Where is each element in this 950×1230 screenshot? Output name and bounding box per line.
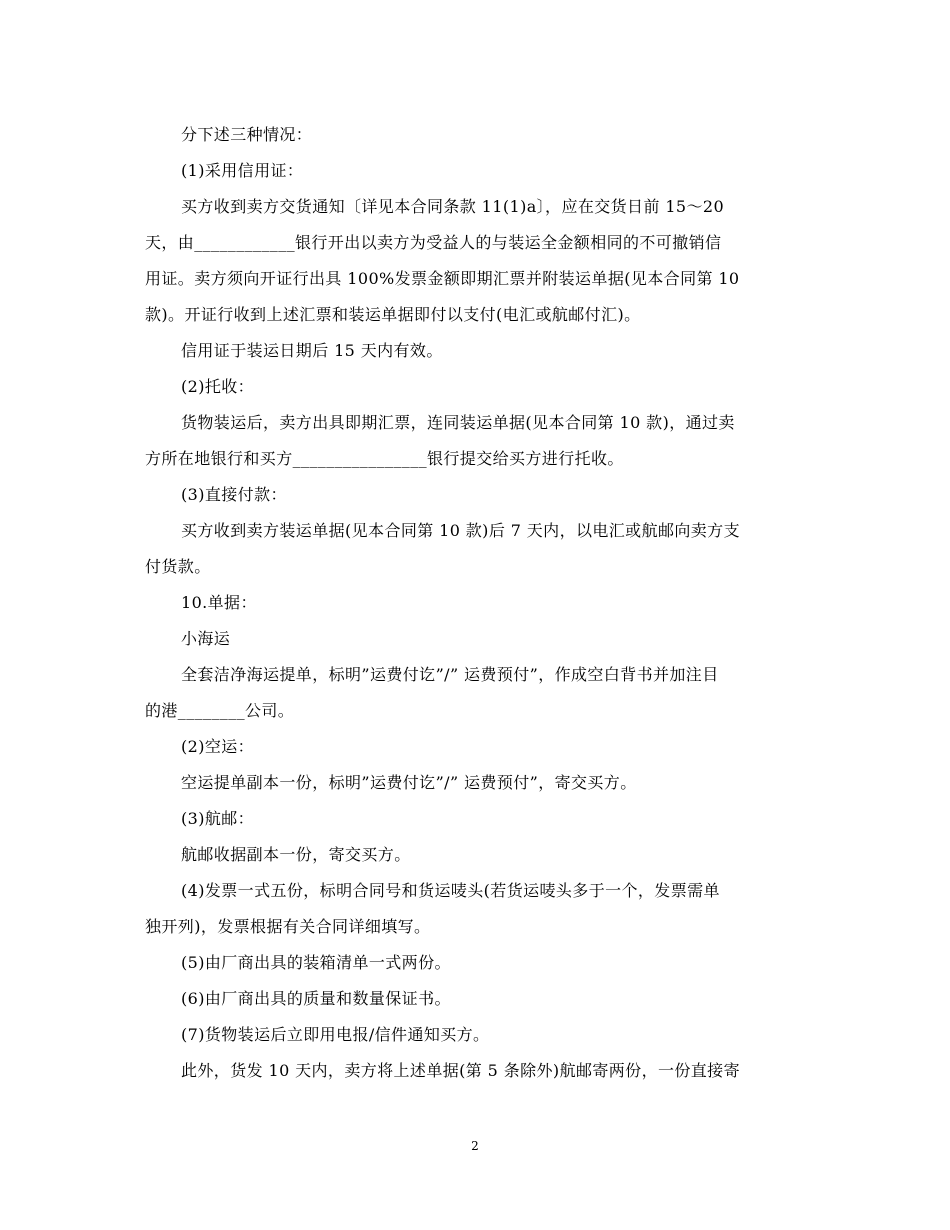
text-line: 小海运 [181, 629, 231, 648]
paragraph-mailing-documents [145, 1053, 805, 1089]
paragraph-credit-validity [145, 333, 805, 369]
paragraph-ocean-body [145, 657, 805, 729]
text-line: (5)由厂商出具的装箱清单一式两份。 [181, 953, 451, 972]
paragraph-invoice [145, 873, 805, 945]
text-line: (2)托收： [181, 377, 255, 396]
text-line: 此外，货发 10 天内，卖方将上述单据(第 5 条除外)航邮寄两份，一份直接寄 [181, 1061, 740, 1080]
paragraph-packing-list [145, 945, 805, 981]
paragraph-letter-of-credit-heading [145, 153, 805, 189]
text-line: 空运提单副本一份，标明”运费付讫”/” 运费预付”，寄交买方。 [181, 773, 637, 792]
text-line: (3)直接付款： [181, 485, 287, 504]
text-line: 航邮收据副本一份，寄交买方。 [181, 845, 411, 864]
text-line: 独开列)，发票根据有关合同详细填写。 [145, 917, 431, 936]
text-line: 买方收到卖方交货通知〔详见本合同条款 11(1)a〕，应在交货日前 15～20 [181, 197, 725, 216]
paragraph-shipment-notice [145, 1017, 805, 1053]
text-line: 分下述三种情况： [181, 125, 313, 144]
paragraph-documents-heading [145, 585, 805, 621]
paragraph-direct-payment-body [145, 513, 805, 585]
document-body [145, 117, 805, 1089]
paragraph-collection-heading [145, 369, 805, 405]
text-line: 天，由____________银行开出以卖方为受益人的与装运全金额相同的不可撤销信 [145, 233, 722, 252]
paragraph-airmail-body [145, 837, 805, 873]
text-line: 付货款。 [145, 557, 211, 576]
paragraph-direct-payment-heading [145, 477, 805, 513]
paragraph-quality-certificate [145, 981, 805, 1017]
text-line: 买方收到卖方装运单据(见本合同第 10 款)后 7 天内，以电汇或航邮向卖方支 [181, 521, 740, 540]
text-line: 方所在地银行和买方________________银行提交给买方进行托收。 [145, 449, 624, 468]
text-line: 的港________公司。 [145, 701, 295, 720]
paragraph-letter-of-credit-body [145, 189, 805, 333]
text-line: (3)航邮： [181, 809, 255, 828]
text-line: 10.单据： [181, 593, 257, 612]
text-line: (1)采用信用证： [181, 161, 304, 180]
text-line: 全套洁净海运提单，标明”运费付讫”/” 运费预付”，作成空白背书并加注目 [181, 665, 719, 684]
paragraph-ocean-heading [145, 621, 805, 657]
text-line: (2)空运： [181, 737, 255, 756]
text-line: (7)货物装运后立即用电报/信件通知买方。 [181, 1025, 490, 1044]
text-line: (6)由厂商出具的质量和数量保证书。 [181, 989, 451, 1008]
text-line: 款)。开证行收到上述汇票和装运单据即付以支付(电汇或航邮付汇)。 [145, 305, 641, 324]
text-line: 货物装运后，卖方出具即期汇票，连同装运单据(见本合同第 10 款)，通过卖 [181, 413, 735, 432]
text-line: (4)发票一式五份，标明合同号和货运唛头(若货运唛头多于一个，发票需单 [181, 881, 720, 900]
paragraph-air-body [145, 765, 805, 801]
text-line: 用证。卖方须向开证行出具 100%发票金额即期汇票并附装运单据(见本合同第 10 [145, 269, 740, 288]
paragraph-collection-body [145, 405, 805, 477]
text-line: 信用证于装运日期后 15 天内有效。 [181, 341, 443, 360]
paragraph-intro [145, 117, 805, 153]
paragraph-air-heading [145, 729, 805, 765]
page-number: 2 [471, 1139, 479, 1153]
paragraph-airmail-heading [145, 801, 805, 837]
